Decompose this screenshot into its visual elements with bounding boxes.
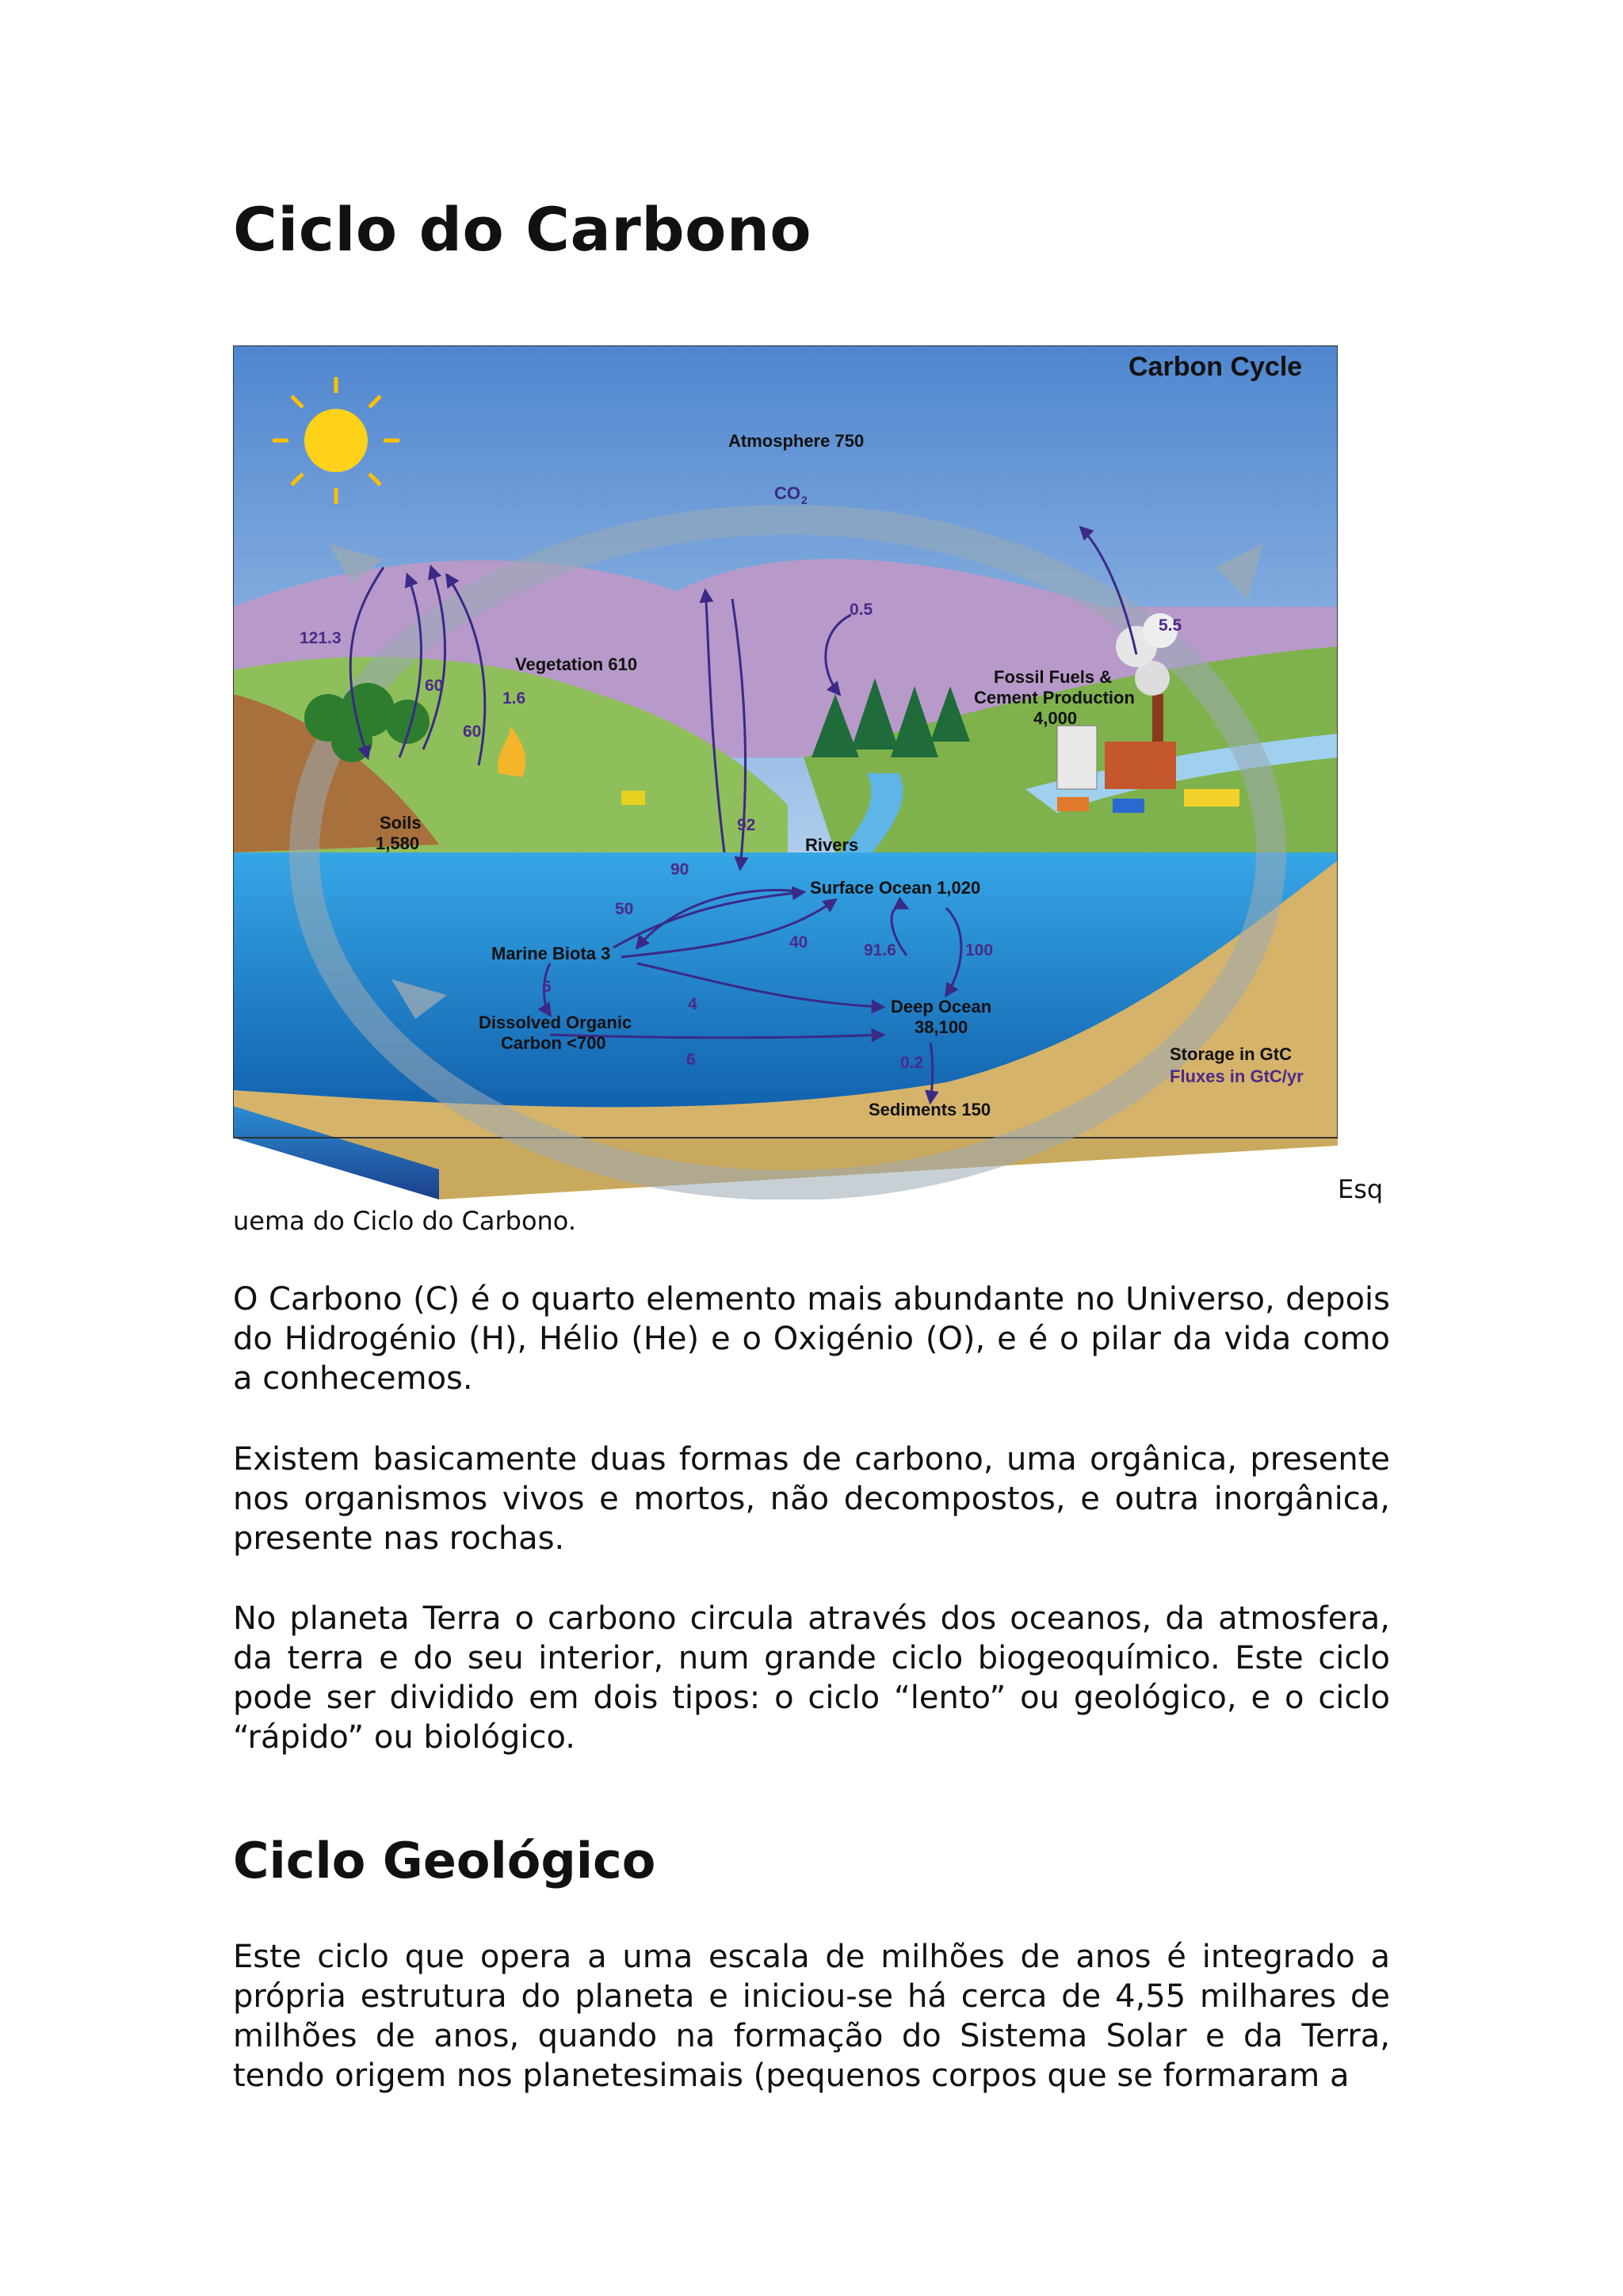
flux-92: 92 xyxy=(737,816,756,834)
tractor-icon xyxy=(621,791,645,805)
label-atmosphere: Atmosphere 750 xyxy=(728,431,865,451)
flux-4: 4 xyxy=(688,995,697,1013)
flux-6b: 6 xyxy=(686,1051,696,1069)
label-dissolved-value: Carbon <700 xyxy=(501,1033,606,1053)
figure-caption-part2: uema do Ciclo do Carbono. xyxy=(233,1206,576,1236)
label-rivers: Rivers xyxy=(805,835,859,855)
flux-5-5: 5.5 xyxy=(1159,616,1182,635)
label-fossil-name2: Cement Production xyxy=(974,688,1135,707)
label-co2: CO xyxy=(774,483,800,503)
flux-60a: 60 xyxy=(425,677,444,695)
sun-icon xyxy=(304,409,368,472)
flux-91-6: 91.6 xyxy=(864,941,896,959)
paragraph-3: No planeta Terra o carbono circula através dos oceanos, da atmosfera, da terra e do seu interior, num grande ciclo biogeoquímico. Este ciclo pode ser dividido em dois tipos: o ciclo “lento” ou geológico, e o ciclo “rápido” ou biológico. xyxy=(233,1600,1390,1756)
label-vegetation: Vegetation 610 xyxy=(515,654,638,674)
section-title: Ciclo Geológico xyxy=(233,1832,656,1890)
flux-50: 50 xyxy=(615,900,634,918)
flux-90: 90 xyxy=(670,860,689,879)
flux-121-3: 121.3 xyxy=(300,629,342,647)
flux-0-5: 0.5 xyxy=(850,601,873,619)
label-sediments: Sediments 150 xyxy=(869,1100,991,1119)
label-marine-biota: Marine Biota 3 xyxy=(491,944,611,963)
label-dissolved-name: Dissolved Organic xyxy=(479,1013,632,1032)
flux-1-6: 1.6 xyxy=(502,689,526,707)
carbon-cycle-diagram xyxy=(233,345,1338,1199)
label-surface-ocean: Surface Ocean 1,020 xyxy=(810,878,981,898)
section-paragraph: Este ciclo que opera a uma escala de milhões de anos é integrado a própria estrutura do planeta e iniciou-se há cerca de 4,55 milhares de milhões de anos, quando na formação do Sistema Solar e da Terra, tendo origem nos planetesimais (pequenos corpos que se formaram a xyxy=(233,1939,1390,2094)
label-deep-ocean-value: 38,100 xyxy=(915,1017,968,1037)
flux-0-2: 0.2 xyxy=(900,1054,924,1072)
label-fossil-value: 4,000 xyxy=(1033,708,1078,728)
flux-100: 100 xyxy=(965,941,994,959)
label-deep-ocean-name: Deep Ocean xyxy=(891,997,992,1016)
page-title: Ciclo do Carbono xyxy=(233,194,812,265)
paragraph-2: Existem basicamente duas formas de carbono, uma orgânica, presente nos organismos vivos e mortos, não decompostos, e outra inorgânica, presente nas rochas. xyxy=(233,1441,1390,1557)
label-fossil-name: Fossil Fuels & xyxy=(994,667,1113,687)
legend-storage: Storage in GtC xyxy=(1170,1044,1293,1064)
flux-40: 40 xyxy=(789,933,808,952)
label-co2-sub: 2 xyxy=(801,494,808,506)
flux-60b: 60 xyxy=(463,723,482,741)
flux-6a: 6 xyxy=(542,978,552,996)
label-soils-name: Soils xyxy=(380,813,422,833)
legend-fluxes: Fluxes in GtC/yr xyxy=(1170,1066,1304,1086)
paragraph-1: O Carbono (C) é o quarto elemento mais abundante no Universo, depois do Hidrogénio (H), Hélio (He) e o Oxigénio (O), e é o pilar da vida como a conhecemos. xyxy=(233,1281,1390,1397)
diagram-title: Carbon Cycle xyxy=(1128,352,1303,382)
figure-caption-part1: Esq xyxy=(1338,1174,1384,1204)
label-soils-value: 1,580 xyxy=(376,833,420,853)
